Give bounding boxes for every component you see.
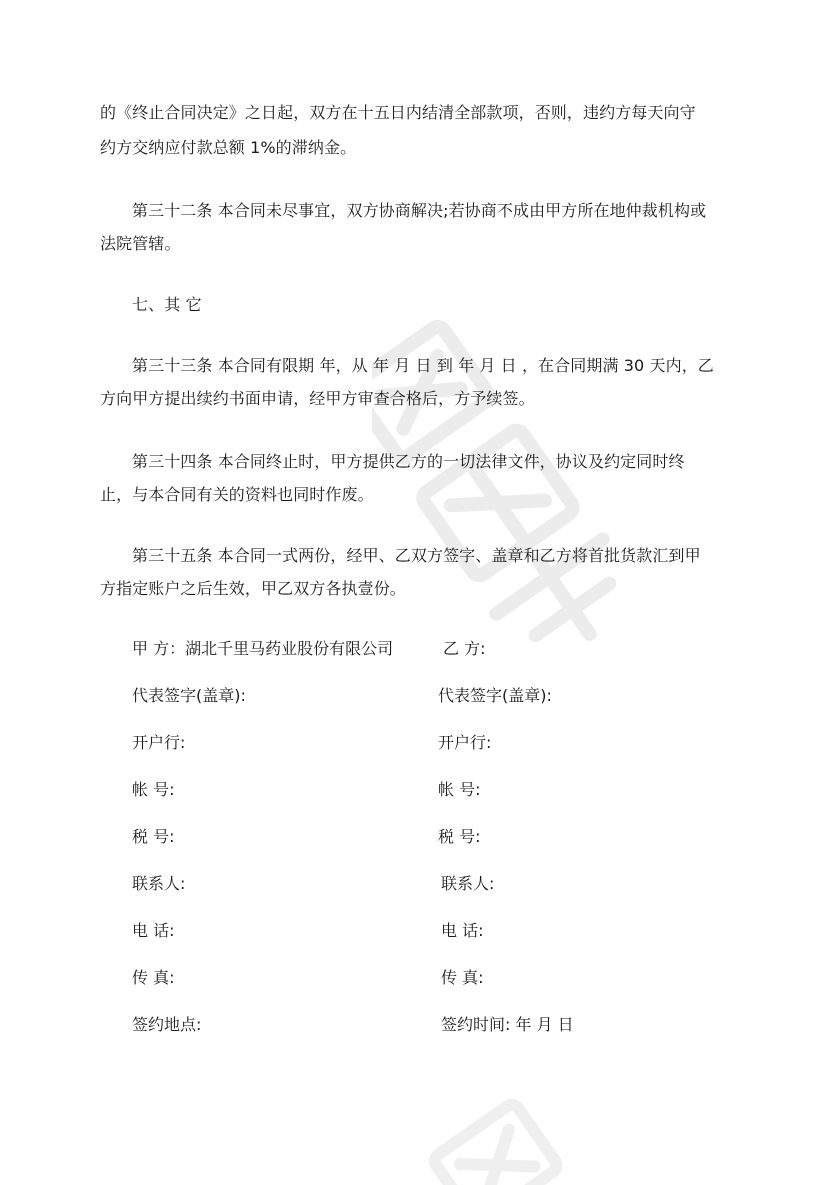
party-b-phone: 电 话: xyxy=(441,921,484,940)
section-heading: 七、其 它 xyxy=(132,295,202,314)
party-a-representative: 代表签字(盖章): xyxy=(132,686,246,705)
party-a-account: 帐 号: xyxy=(132,780,175,799)
party-a-phone: 电 话: xyxy=(132,921,175,940)
paragraph-line: 约方交纳应付款总额 1%的滞纳金。 xyxy=(100,138,357,157)
party-b-tax-id: 税 号: xyxy=(438,827,481,846)
paragraph-line: 的《终止合同决定》之日起，双方在十五日内结清全部款项，否则，违约方每天向守 xyxy=(100,103,696,122)
party-a-name: 甲 方：湖北千里马药业股份有限公司 xyxy=(132,639,394,658)
article-32-line: 第三十二条 本合同未尽事宜，双方协商解决;若协商不成由甲方所在地仲裁机构或 xyxy=(132,201,707,220)
article-35-line: 第三十五条 本合同一式两份，经甲、乙双方签字、盖章和乙方将首批货款汇到甲 xyxy=(132,546,701,565)
party-b-bank: 开户行: xyxy=(438,733,492,752)
signing-time: 签约时间: 年 月 日 xyxy=(441,1015,574,1034)
party-a-tax-id: 税 号: xyxy=(132,827,175,846)
watermark-graphic-bottom xyxy=(380,1095,600,1185)
party-b-representative: 代表签字(盖章): xyxy=(438,686,552,705)
article-34-line: 第三十四条 本合同终止时，甲方提供乙方的一切法律文件，协议及约定同时终 xyxy=(132,452,685,471)
article-33-line: 方向甲方提出续约书面申请，经甲方审查合格后，方予续签。 xyxy=(100,389,535,408)
party-b-contact: 联系人: xyxy=(441,874,495,893)
article-32-line: 法院管辖。 xyxy=(100,234,181,253)
party-b-fax: 传 真: xyxy=(441,968,484,987)
signing-place: 签约地点: xyxy=(132,1015,202,1034)
party-b-account: 帐 号: xyxy=(438,780,481,799)
party-a-fax: 传 真: xyxy=(132,968,175,987)
article-33-line: 第三十三条 本合同有限期 年，从 年 月 日 到 年 月 日 ，在合同期满 30 天内，乙 xyxy=(132,356,714,375)
party-a-contact: 联系人: xyxy=(132,874,186,893)
article-35-line: 方指定账户之后生效，甲乙双方各执壹份。 xyxy=(100,579,406,598)
article-34-line: 止，与本合同有关的资料也同时作废。 xyxy=(100,485,374,504)
party-a-bank: 开户行: xyxy=(132,733,186,752)
party-b-name: 乙 方: xyxy=(443,639,486,658)
